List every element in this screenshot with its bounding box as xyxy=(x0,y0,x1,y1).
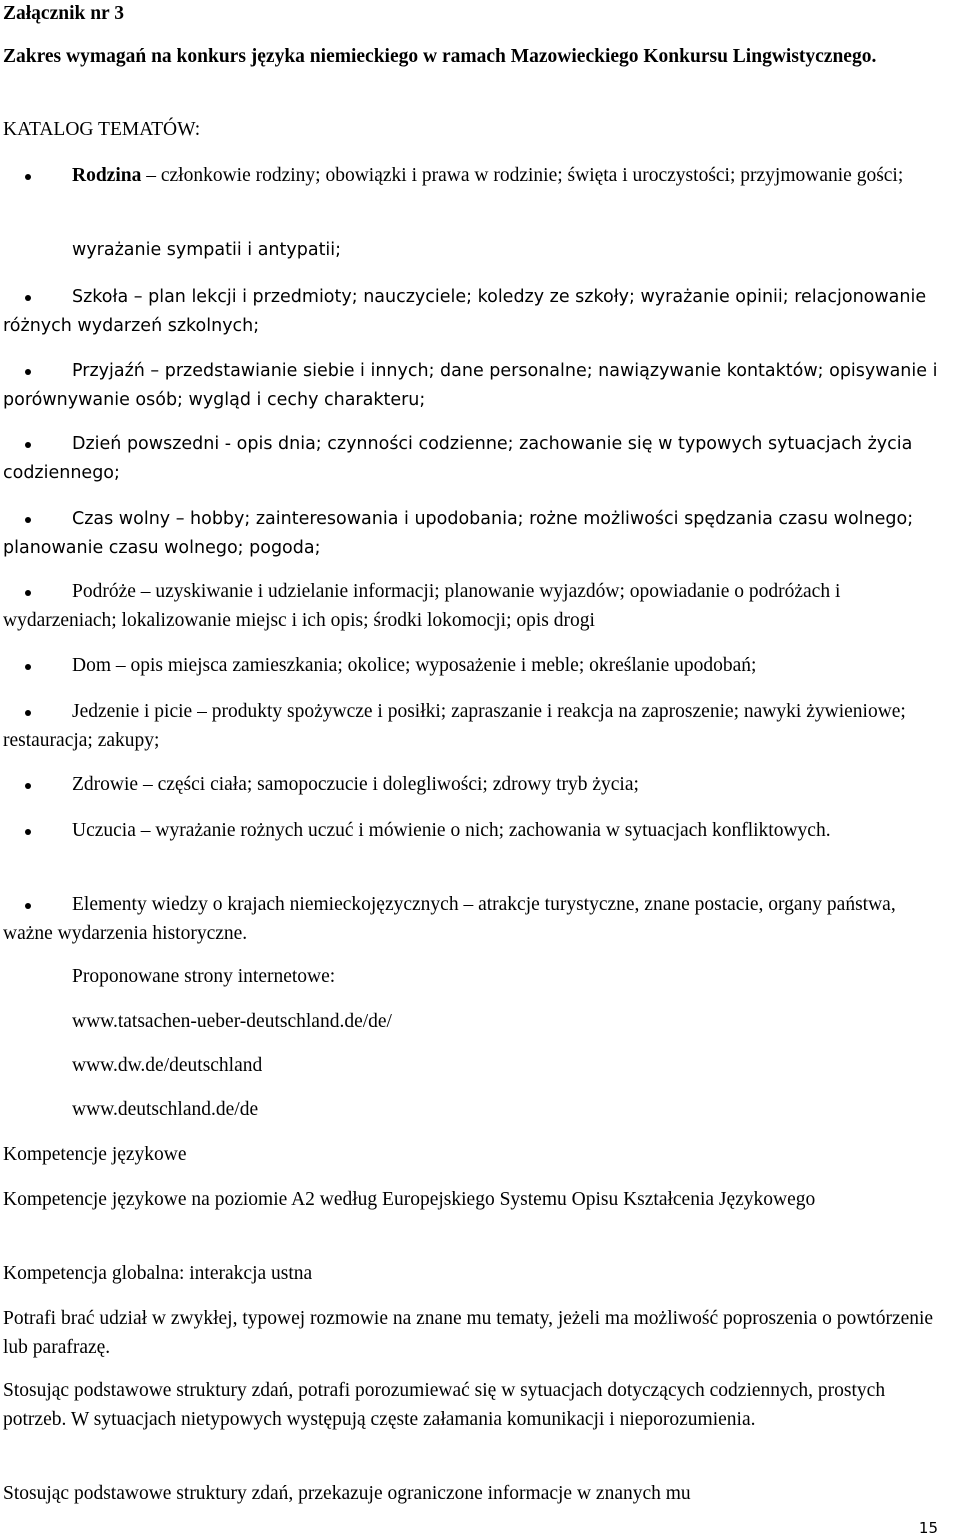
website-link[interactable]: www.deutschland.de/de xyxy=(72,1099,259,1120)
bullet-icon xyxy=(25,903,31,909)
topic-heading: Podróże xyxy=(72,581,136,602)
topic-heading: Dom xyxy=(72,655,111,676)
document-title: Zakres wymagań na konkurs języka niemieckiego w ramach Mazowieckiego Konkursu Lingwistycznego. xyxy=(3,46,877,67)
topic-item xyxy=(3,283,948,340)
topic-heading: Przyjaźń xyxy=(72,361,145,381)
topic-body: – plan lekcji i przedmioty; nauczyciele; koledzy ze szkoły; wyrażanie opinii; relacjonowanie różnych wydarzeń szkolnych; xyxy=(3,287,927,336)
website-link[interactable]: www.tatsachen-ueber-deutschland.de/de/ xyxy=(72,1011,392,1032)
topic-item xyxy=(3,771,948,800)
topic-heading: Jedzenie i picie xyxy=(72,701,193,722)
topic-item xyxy=(3,698,948,755)
bullet-icon xyxy=(25,295,31,301)
bullet-icon xyxy=(25,664,31,670)
topic-heading: Czas wolny xyxy=(72,509,171,529)
bullet-icon xyxy=(25,174,31,180)
topic-body: – opis miejsca zamieszkania; okolice; wyposażenie i meble; określanie upodobań; xyxy=(111,655,757,676)
bullet-icon xyxy=(25,829,31,835)
topic-body: – produkty spożywcze i posiłki; zapraszanie i reakcja na zaproszenie; nawyki żywieniowe; restauracja; zakupy; xyxy=(3,701,906,751)
bullet-icon xyxy=(25,442,31,448)
competences-level: Kompetencje językowe na poziomie A2 według Europejskiego Systemu Opisu Kształcenia Językowego xyxy=(3,1189,816,1210)
annex-label: Załącznik nr 3 xyxy=(3,3,124,24)
topic-body: – przedstawianie siebie i innych; dane personalne; nawiązywanie kontaktów; opisywanie i porównywanie osób; wygląd i cechy charakteru; xyxy=(3,361,938,410)
websites-label: Proponowane strony internetowe: xyxy=(72,966,336,987)
topic-heading: Rodzina xyxy=(72,165,142,186)
competences-heading: Kompetencje językowe xyxy=(3,1144,187,1165)
topic-item xyxy=(3,357,948,414)
catalog-heading: KATALOG TEMATÓW: xyxy=(3,119,201,140)
bullet-icon xyxy=(25,783,31,789)
page-number: 15 xyxy=(918,1519,938,1537)
topic-heading: Zdrowie xyxy=(72,774,139,795)
topic-body: – części ciała; samopoczucie i dolegliwości; zdrowy tryb życia; xyxy=(138,774,639,795)
topic-body: – wyrażanie rożnych uczuć i mówienie o nich; zachowania w sytuacjach konfliktowych. xyxy=(135,820,831,841)
topic-body: – atrakcje turystyczne, znane postacie, organy państwa, ważne wydarzenia historyczne. xyxy=(3,894,896,944)
competence-paragraph: Potrafi brać udział w zwykłej, typowej rozmowie na znane mu tematy, jeżeli ma możliwość poproszenia o powtórzenie lub parafrazę. xyxy=(3,1308,934,1358)
topic-item xyxy=(3,430,948,487)
competence-paragraph: Stosując podstawowe struktury zdań, potrafi porozumiewać się w sytuacjach dotyczących codziennych, prostych potrzeb. W sytuacjach nietypowych występują częste załamania komunikacji i nieporozumienia. xyxy=(3,1380,886,1430)
topic-body: - opis dnia; czynności codzienne; zachowanie się w typowych sytuacjach życia codziennego; xyxy=(3,434,913,483)
topic-item xyxy=(3,578,948,635)
bullet-icon xyxy=(25,369,31,375)
topic-item xyxy=(3,505,948,562)
topic-item xyxy=(3,891,948,948)
topic-heading: Uczucia xyxy=(72,820,136,841)
bullet-icon xyxy=(25,710,31,716)
topic-item xyxy=(3,652,948,681)
topic-heading: Szkoła xyxy=(72,287,129,307)
topic-extra: wyrażanie sympatii i antypatii; xyxy=(72,240,342,260)
topic-item xyxy=(3,162,948,191)
topic-item xyxy=(3,817,948,846)
topic-heading: Dzień powszedni xyxy=(72,434,220,454)
topic-heading: Elementy wiedzy o krajach niemieckojęzycznych xyxy=(72,894,459,915)
global-competence-heading: Kompetencja globalna: interakcja ustna xyxy=(3,1263,313,1284)
bullet-icon xyxy=(25,517,31,523)
topic-body: – członkowie rodziny; obowiązki i prawa w rodzinie; święta i uroczystości; przyjmowanie gości; xyxy=(141,165,904,186)
competence-paragraph: Stosując podstawowe struktury zdań, przekazuje ograniczone informacje w znanych mu xyxy=(3,1483,691,1504)
topic-body: – hobby; zainteresowania i upodobania; rożne możliwości spędzania czasu wolnego; planowanie czasu wolnego; pogoda; xyxy=(3,509,914,558)
topic-body: – uzyskiwanie i udzielanie informacji; planowanie wyjazdów; opowiadanie o podróżach i wydarzeniach; lokalizowanie miejsc i ich opis; środki lokomocji; opis drogi xyxy=(3,581,841,631)
website-link[interactable]: www.dw.de/deutschland xyxy=(72,1055,263,1076)
bullet-icon xyxy=(25,590,31,596)
